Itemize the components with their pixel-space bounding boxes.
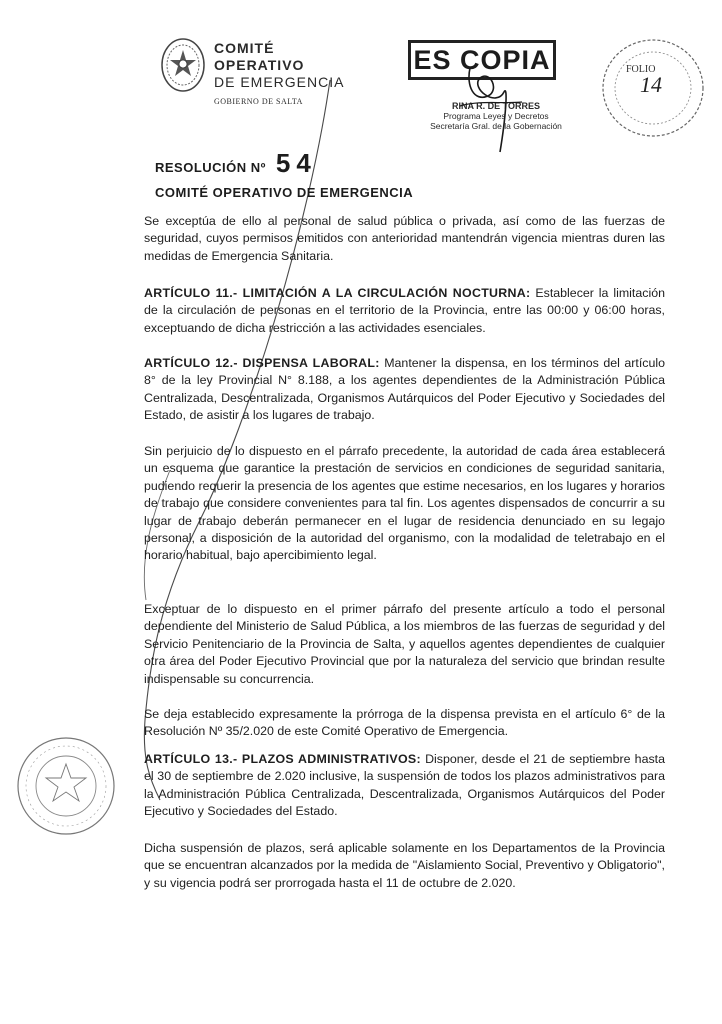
paragraph-text: Se deja establecido expresamente la prórroga de la dispensa prevista en el artículo 6° de la Resolución Nº 35/2.020 de este Comité Operativo de Emergencia.: [144, 707, 665, 739]
provincial-round-stamp: [14, 734, 118, 838]
certifier-name: RINA R. DE TORRES: [451, 101, 540, 111]
paragraph-exception: [144, 213, 665, 265]
logo-line-1: COMITÉ: [214, 40, 275, 56]
certifier-office: Secretaría Gral. de la Gobernación: [430, 121, 562, 131]
article-12: [144, 355, 665, 425]
paragraph-text: Disponer, desde el 21 de septiembre hasta el 30 de septiembre de 2.020 inclusive, la suspensión de todos los plazos administrativos para la Administración Pública Centralizada, Descentralizada, Organismos Autárquicos del Poder Ejecutivo y Sociedades del Estado.: [144, 752, 665, 819]
article-heading: ARTÍCULO 11.- LIMITACIÓN A LA CIRCULACIÓN NOCTURNA:: [144, 286, 531, 300]
logo-line-2: OPERATIVO: [214, 57, 305, 73]
paragraph-text: Dicha suspensión de plazos, será aplicable solamente en los Departamentos de la Provincia que se encuentran alcanzados por la medida de "Aislamiento Social, Preventivo y Obligatorio", y su vigencia podrá ser prorrogada hasta el 11 de octubre de 2.020.: [144, 841, 665, 890]
paragraph-text: Exceptuar de lo dispuesto en el primer párrafo del presente artículo a todo el personal dependiente del Ministerio de Salud Pública, a los miembros de las fuerzas de seguridad y del Servicio Penitenciario de la Provincia de Salta, y aquellos agentes dependientes de cualquier otra área del Poder Ejecutivo Provincial que por la naturaleza del servicio que brindan resulte indispensable su concurrencia.: [144, 602, 665, 686]
folio-number: 14: [640, 72, 662, 97]
resolution-title: [155, 148, 317, 179]
paragraph-text: Sin perjuicio de lo dispuesto en el párrafo precedente, la autoridad de cada área establecerá un esquema que garantice la prestación de servicios en condiciones de seguridad sanitaria, pudiendo requerir la presencia de los agentes que estime necesarios, en los lugares y horarios de trabajo que considere convenientes para tal fin. Los agentes dispensados de concurrir a su lugar de trabajo deberán permanecer en el lugar de residencia denunciado en su legajo personal, a disposición de la autoridad del organismo, con la modalidad de teletrabajo en el horario habitual, bajo apercibimiento legal.: [144, 444, 665, 563]
article-11: [144, 285, 665, 337]
logo-line-3: DE EMERGENCIA: [214, 74, 345, 90]
article-heading: ARTÍCULO 13.- PLAZOS ADMINISTRATIVOS:: [144, 752, 421, 766]
coat-of-arms-logo: [160, 36, 206, 94]
paragraph-suspension: [144, 840, 665, 892]
article-13: [144, 751, 665, 821]
paragraph-text: Establecer la limitación de la circulación de personas en el territorio de la Provincia, entre las 00:00 y 06:00 horas, exceptuando de dicha restricción a las actividades esenciales.: [144, 286, 665, 335]
handwritten-signature: [430, 56, 540, 166]
certifier-role: Programa Leyes y Decretos: [443, 111, 549, 121]
paragraph-exceptuar: [144, 601, 665, 688]
issuer-heading: COMITÉ OPERATIVO DE EMERGENCIA: [155, 185, 414, 200]
paragraph-text: Se exceptúa de ello al personal de salud pública o privada, así como de las fuerzas de seguridad, cuyos permisos emitidos con anterioridad mantendrán vigencia mientras duren las medidas de Emergencia Sanitaria.: [144, 214, 665, 263]
resolution-number: 54: [275, 148, 317, 178]
paragraph-dispensa-detail: [144, 443, 665, 565]
es-copia-stamp: ES COPIA: [408, 40, 556, 80]
paragraph-text: Mantener la dispensa, en los términos del artículo 8° de la ley Provincial N° 8.188, a los agentes dependientes de la Administración Pública Centralizada, Descentralizada, Organismos Autárquicos del Poder Ejecutivo y Sociedades del Estado, de asistir a los lugares de trabajo.: [144, 356, 665, 423]
logo-subtitle: GOBIERNO DE SALTA: [214, 97, 303, 106]
folio-label: FOLIO: [626, 64, 656, 75]
article-heading: ARTÍCULO 12.- DISPENSA LABORAL:: [144, 356, 380, 370]
logo-text: [214, 40, 344, 110]
paragraph-prorroga: [144, 706, 665, 741]
resolution-label: RESOLUCIÓN Nº: [155, 160, 266, 175]
